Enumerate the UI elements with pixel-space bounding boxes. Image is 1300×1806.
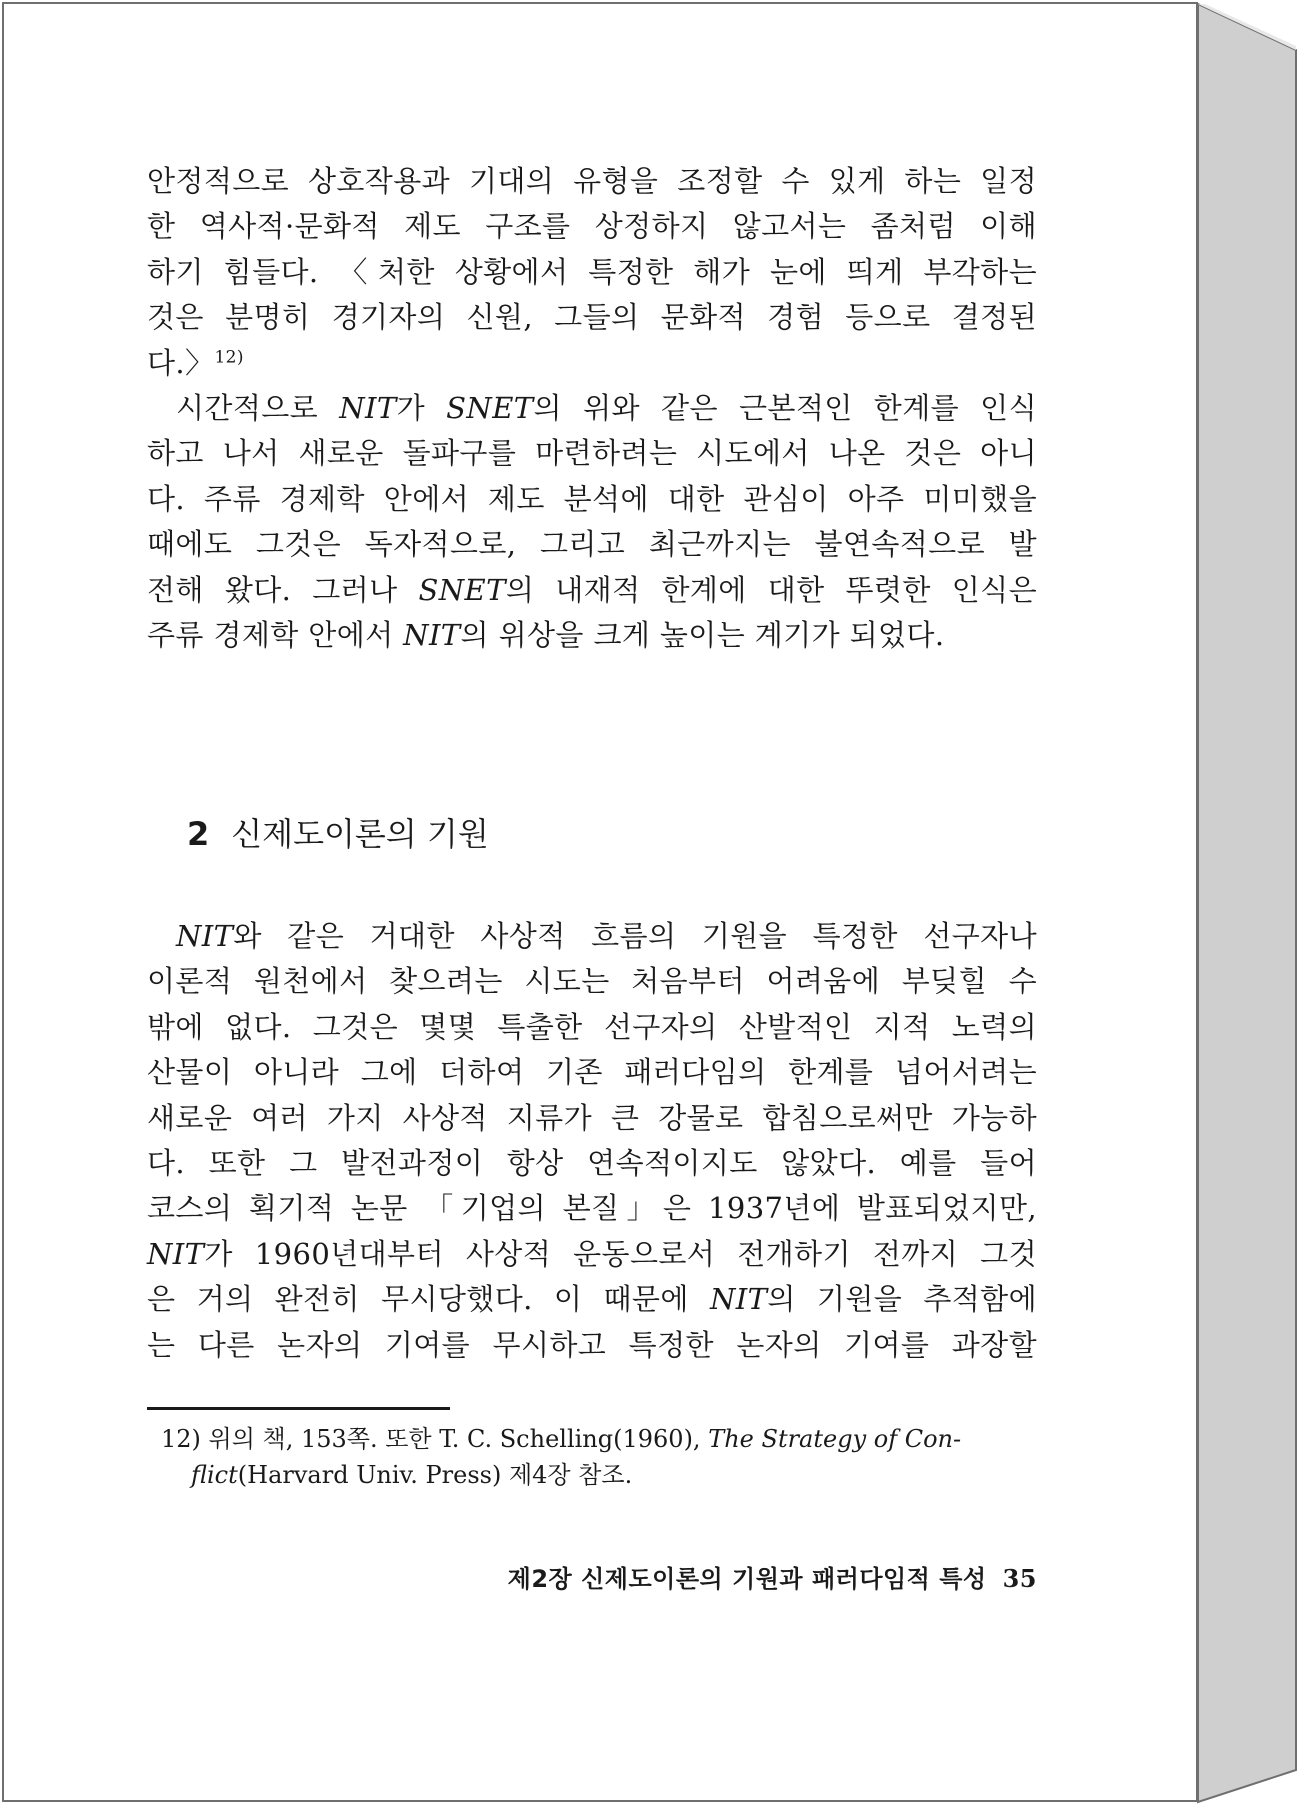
book-side-face xyxy=(1198,4,1296,1802)
text-span: 다.〉 xyxy=(147,345,215,380)
abbr-nit: NIT xyxy=(709,1282,768,1317)
page-number: 35 xyxy=(1002,1564,1037,1593)
footnote-number: 12) xyxy=(161,1425,201,1453)
text-span: 의 위상을 크게 높이는 계기가 되었다. xyxy=(460,618,945,653)
footnote-book-title: The Strategy of Con- xyxy=(708,1425,962,1453)
running-title: 제2장 신제도이론의 기원과 패러다임적 특성 xyxy=(507,1565,987,1593)
abbr-nit: NIT xyxy=(339,391,397,426)
text-line xyxy=(147,1232,1037,1277)
text-span: 은 거의 완전히 무시당했다. 이 때문에 xyxy=(147,1282,710,1317)
text-span: 의 위와 같은 근본적인 한계를 인식 xyxy=(533,391,1037,426)
text-line: 밖에 없다. 그것은 몇몇 특출한 선구자의 산발적인 지적 노력의 xyxy=(147,1009,1037,1044)
text-span: 와 같은 거대한 사상적 흐름의 기원을 특정한 선구자나 xyxy=(233,919,1037,953)
text-span: 의 기원을 추적함에 xyxy=(767,1282,1037,1317)
text-span: 전해 왔다. 그러나 xyxy=(147,572,419,607)
text-line: 새로운 여러 가지 사상적 지류가 큰 강물로 합침으로써만 가능하 xyxy=(147,1100,1037,1135)
footnote-line xyxy=(161,1421,1037,1457)
text-line xyxy=(147,341,1037,386)
text-line xyxy=(147,914,1037,959)
text-span: 시간적으로 xyxy=(176,391,340,426)
paragraph-3 xyxy=(147,914,1037,1368)
text-line xyxy=(147,386,1037,431)
text-line xyxy=(147,613,1037,658)
text-line: 이론적 원천에서 찾으려는 시도는 처음부터 어려움에 부딪힐 수 xyxy=(147,964,1037,999)
footnote-text: 위의 책, 153쪽. 또한 T. C. Schelling(1960), xyxy=(208,1425,709,1453)
text-span: 가 1960년대부터 사상적 운동으로서 전개하기 전까지 그것 xyxy=(204,1236,1037,1271)
text-span: 가 xyxy=(396,391,447,426)
text-line: 하고 나서 새로운 돌파구를 마련하려는 시도에서 나온 것은 아니 xyxy=(147,436,1037,471)
text-line: 코스의 획기적 논문 「기업의 본질」은 1937년에 발표되었지만, xyxy=(147,1191,1037,1226)
abbr-snet: SNET xyxy=(446,391,534,426)
footnote-reference: 12) xyxy=(214,346,244,367)
text-line: 안정적으로 상호작용과 기대의 유형을 조정할 수 있게 하는 일정 xyxy=(147,164,1037,198)
footnote-line xyxy=(161,1457,1037,1493)
running-footer xyxy=(437,1559,1037,1594)
footnote-text: (Harvard Univ. Press) 제4장 참조. xyxy=(237,1461,633,1489)
text-span: 의 내재적 한계에 대한 뚜렷한 인식은 xyxy=(505,572,1037,607)
text-line: 다. 주류 경제학 안에서 제도 분석에 대한 관심이 아주 미미했을 xyxy=(147,481,1037,516)
footnote-book-title: flict xyxy=(191,1461,238,1489)
text-line xyxy=(147,1277,1037,1322)
text-line: 는 다른 논자의 기여를 무시하고 특정한 논자의 기여를 과장할 xyxy=(147,1327,1037,1362)
text-line: 한 역사적·문화적 제도 구조를 상정하지 않고서는 좀처럼 이해 xyxy=(147,209,1038,244)
text-line: 것은 분명히 경기자의 신원, 그들의 문화적 경험 등으로 결정된 xyxy=(147,300,1037,335)
text-line: 산물이 아니라 그에 더하여 기존 패러다임의 한계를 넘어서려는 xyxy=(147,1055,1037,1090)
footnote-divider xyxy=(147,1407,450,1410)
abbr-nit: NIT xyxy=(403,618,461,653)
section-title: 신제도이론의 기원 xyxy=(231,815,489,853)
text-line xyxy=(147,568,1037,613)
paragraph-1 xyxy=(147,159,1037,658)
abbr-nit: NIT xyxy=(147,1236,205,1271)
abbr-nit: NIT xyxy=(176,919,234,953)
text-span: 주류 경제학 안에서 xyxy=(147,618,404,653)
book-page xyxy=(2,2,1198,1802)
text-line: 하기 힘들다. 〈처한 상황에서 특정한 해가 눈에 띄게 부각하는 xyxy=(147,254,1037,289)
footnote xyxy=(161,1421,1037,1493)
section-number: 2 xyxy=(187,815,210,853)
text-line: 다. 또한 그 발전과정이 항상 연속적이지도 않았다. 예를 들어 xyxy=(147,1146,1037,1181)
text-line: 때에도 그것은 독자적으로, 그리고 최근까지는 불연속적으로 발 xyxy=(147,527,1037,562)
abbr-snet: SNET xyxy=(418,572,506,607)
section-heading xyxy=(187,809,489,855)
